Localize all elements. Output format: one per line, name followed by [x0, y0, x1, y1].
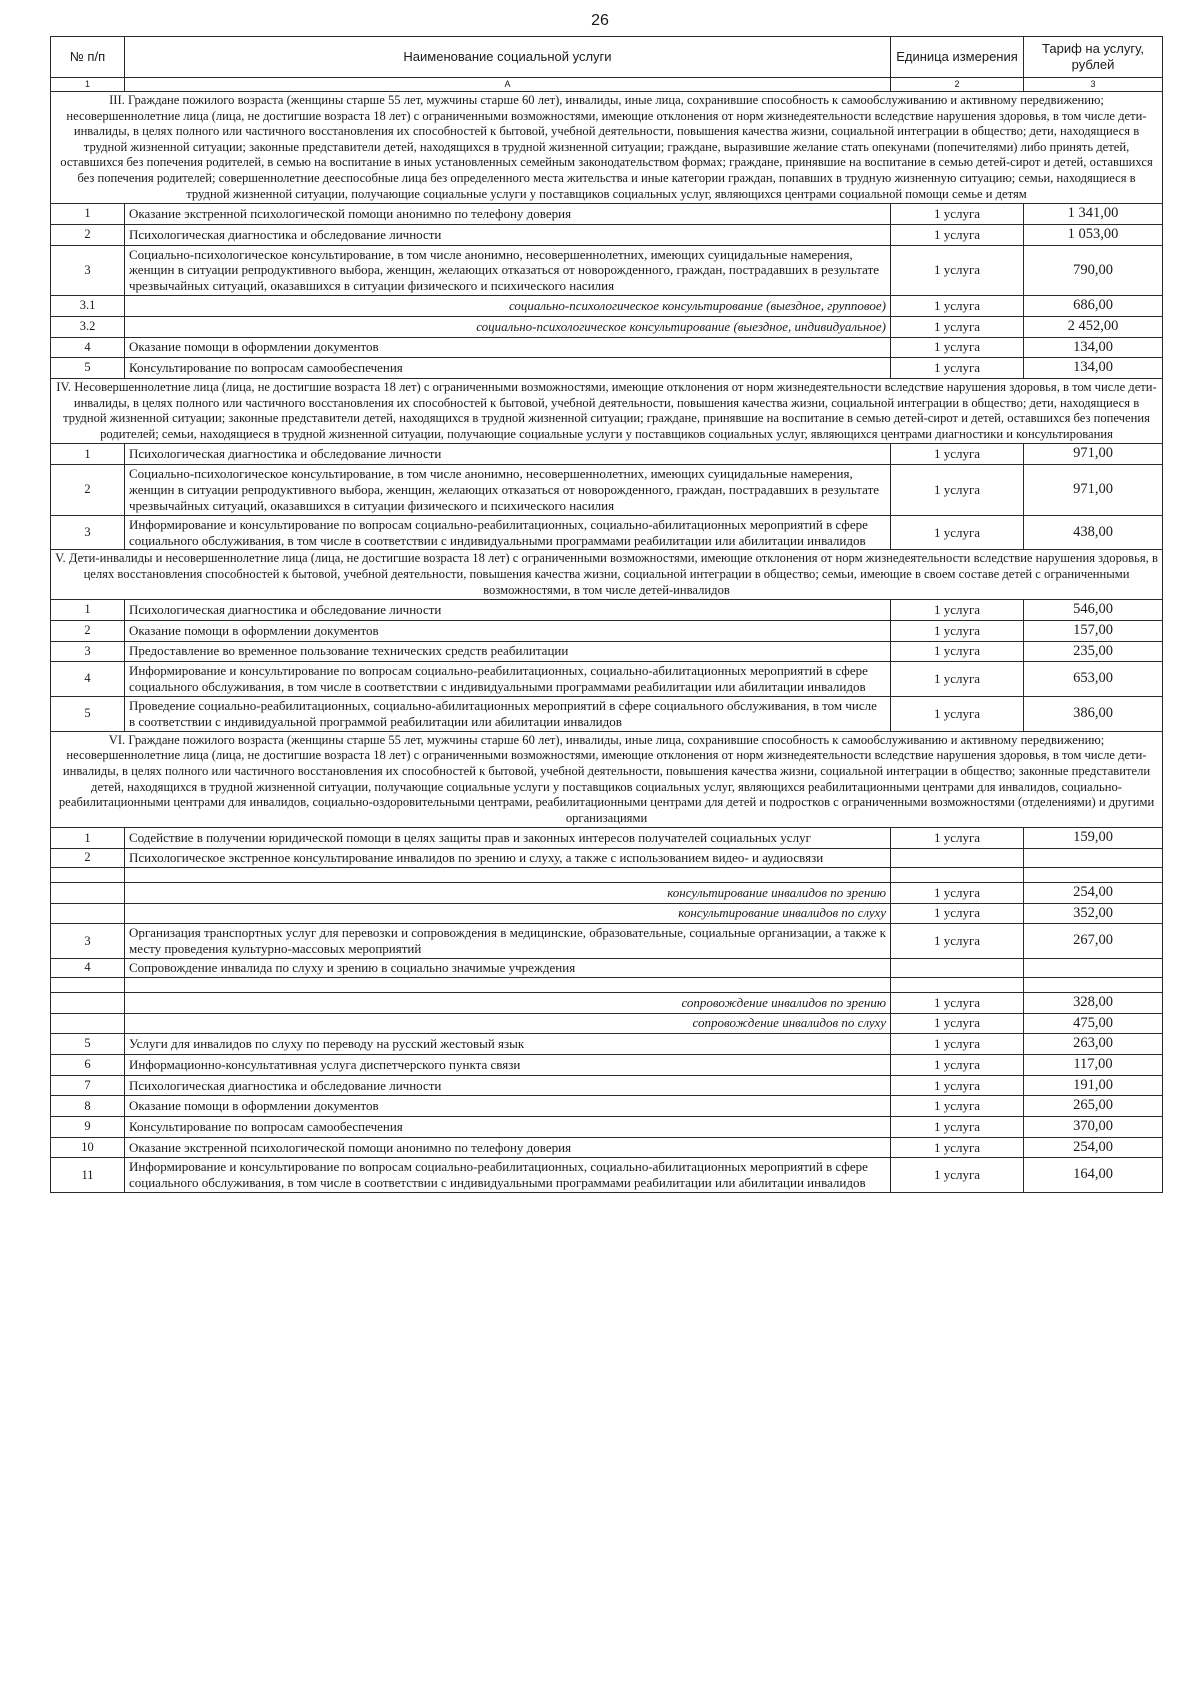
- service-row: [51, 1116, 1163, 1137]
- section-title: III. Граждане пожилого возраста (женщины старше 55 лет, мужчины старше 60 лет), инвалиды, иные лица, сохранившие способность к самообслуживанию и активному передвижению; несовершеннолетние лица (лица, не достигшие возраста 18 лет) с ограниченными возможностями, имеющие отклонения от норм жизнедеятельности вследствие нарушения здоровья, в том числе дети-инвалиды, в целях полного или частичного восстановления их способностей к бытовой, учебной деятельности, повышения качества жизни, социальной интеграции в общество; дети, находящиеся в трудной жизненной ситуации; законные представители детей, находящихся в трудной жизненной ситуации; граждане, выразившие желание стать опекунами (попечителями) либо принять детей, оставшихся без попечения родителей, в семью на воспитание в иных установленных семейным законодательством формах; граждане, принявшие на воспитание в семью детей-сирот и детей, оставшихся без попечения родителей; совершеннолетние дееспособные лица без определенного места жительства и иные категории граждан, попавших в трудную жизненную ситуацию; семьи, находящиеся в трудной жизненной ситуации, получающие социальные услуги у поставщиков социальных услуг, являющихся центрами социальной помощи семье и детям: [51, 91, 1163, 203]
- row-number: 4: [51, 337, 125, 358]
- row-number: 3: [51, 245, 125, 296]
- row-number: 1: [51, 828, 125, 849]
- tariff-value: 164,00: [1024, 1158, 1163, 1193]
- unit-of-measure: 1 услуга: [891, 1013, 1024, 1034]
- tariff-value: 265,00: [1024, 1096, 1163, 1117]
- service-name: Оказание помощи в оформлении документов: [125, 620, 891, 641]
- unit-of-measure: 1 услуга: [891, 358, 1024, 379]
- row-number: 10: [51, 1137, 125, 1158]
- row-number: 2: [51, 465, 125, 516]
- service-name: консультирование инвалидов по слуху: [125, 903, 891, 924]
- spacer-row: [51, 867, 1163, 882]
- row-number: [51, 992, 125, 1013]
- row-number: 9: [51, 1116, 125, 1137]
- tariff-value: 267,00: [1024, 924, 1163, 959]
- row-number: 1: [51, 204, 125, 225]
- header-tariff: Тариф на услугу, рублей: [1024, 37, 1163, 78]
- page-number: 26: [591, 12, 609, 29]
- unit-of-measure: 1 услуга: [891, 903, 1024, 924]
- service-name: Информационно-консультативная услуга диспетчерского пункта связи: [125, 1054, 891, 1075]
- section-header-row: [51, 378, 1163, 443]
- service-row: [51, 224, 1163, 245]
- service-name: Содействие в получении юридической помощи в целях защиты прав и законных интересов получателей социальных услуг: [125, 828, 891, 849]
- service-name: Информирование и консультирование по вопросам социально-реабилитационных, социально-абилитационных мероприятий в сфере социального обслуживания, в том числе в соответствии с индивидуальными программами реабилитации или абилитации инвалидов: [125, 515, 891, 550]
- service-row: [51, 337, 1163, 358]
- sub-service-row: [51, 1013, 1163, 1034]
- unit-of-measure: 1 услуга: [891, 662, 1024, 697]
- header-index-row: [51, 78, 1163, 92]
- service-name: Психологическая диагностика и обследование личности: [125, 600, 891, 621]
- tariff-table: [50, 36, 1163, 1193]
- service-name: Проведение социально-реабилитационных, социально-абилитационных мероприятий в сфере социального обслуживания, в том числе в соответствии с индивидуальной программой реабилитации или абилитации инвалидов: [125, 696, 891, 731]
- tariff-value: 254,00: [1024, 882, 1163, 903]
- service-name: сопровождение инвалидов по зрению: [125, 992, 891, 1013]
- unit-of-measure: 1 услуга: [891, 465, 1024, 516]
- service-row: [51, 641, 1163, 662]
- tariff-value: 117,00: [1024, 1054, 1163, 1075]
- section-title: V. Дети-инвалиды и несовершеннолетние лица (лица, не достигшие возраста 18 лет) с ограниченными возможностями, имеющие отклонения от норм жизнедеятельности вследствие нарушения здоровья, в целях восстановления способностей к бытовой, учебной деятельности, повышения качества жизни, социальной интеграции в общество; семьи, имеющие в своем составе детей с ограниченными возможностями, в том числе детей-инвалидов: [51, 550, 1163, 600]
- header-name: Наименование социальной услуги: [125, 37, 891, 78]
- service-row: [51, 696, 1163, 731]
- unit-of-measure: 1 услуга: [891, 620, 1024, 641]
- service-row: [51, 245, 1163, 296]
- service-name: социально-психологическое консультирование (выездное, индивидуальное): [125, 316, 891, 337]
- unit-of-measure: 1 услуга: [891, 1034, 1024, 1055]
- tariff-value: 235,00: [1024, 641, 1163, 662]
- service-name: Оказание экстренной психологической помощи анонимно по телефону доверия: [125, 1137, 891, 1158]
- service-name: Предоставление во временное пользование технических средств реабилитации: [125, 641, 891, 662]
- unit-of-measure: 1 услуга: [891, 882, 1024, 903]
- service-row: [51, 1137, 1163, 1158]
- section-header-row: [51, 550, 1163, 600]
- service-name: консультирование инвалидов по зрению: [125, 882, 891, 903]
- unit-of-measure: 1 услуга: [891, 296, 1024, 317]
- row-number: 6: [51, 1054, 125, 1075]
- tariff-value: 971,00: [1024, 444, 1163, 465]
- row-number: [51, 867, 125, 882]
- tariff-value: 352,00: [1024, 903, 1163, 924]
- tariff-value: 2 452,00: [1024, 316, 1163, 337]
- header-row: [51, 37, 1163, 78]
- unit-of-measure: [891, 977, 1024, 992]
- service-name: Психологическая диагностика и обследование личности: [125, 444, 891, 465]
- service-row: [51, 465, 1163, 516]
- sub-service-row: [51, 903, 1163, 924]
- row-number: 3.2: [51, 316, 125, 337]
- tariff-value: 971,00: [1024, 465, 1163, 516]
- service-row: [51, 958, 1163, 977]
- service-row: [51, 620, 1163, 641]
- section-title: VI. Граждане пожилого возраста (женщины старше 55 лет, мужчины старше 60 лет), инвалиды, иные лица, сохранившие способность к самообслуживанию и активному передвижению; несовершеннолетние лица (лица, не достигшие возраста 18 лет) с ограниченными возможностями, имеющие отклонения от норм жизнедеятельности вследствие нарушения здоровья, в том числе дети-инвалиды, в целях полного или частичного восстановления их способностей к бытовой, учебной деятельности, повышения качества жизни, социальной интеграции в общество; законные представители детей, находящихся в трудной жизненной ситуации, получающие социальные услуги у поставщиков социальных услуг, являющихся реабилитационными центрами для инвалидов, социально-реабилитационными центрами для инвалидов, социально-оздоровительными центрами, реабилитационными центрами для детей и подростков с ограниченными возможностями (отделениями) и другими организациями: [51, 731, 1163, 828]
- unit-of-measure: 1 услуга: [891, 515, 1024, 550]
- service-row: [51, 600, 1163, 621]
- row-number: 4: [51, 662, 125, 697]
- tariff-value: [1024, 867, 1163, 882]
- service-row: [51, 1075, 1163, 1096]
- tariff-value: 546,00: [1024, 600, 1163, 621]
- spacer-row: [51, 977, 1163, 992]
- sub-service-row: [51, 316, 1163, 337]
- section-title: IV. Несовершеннолетние лица (лица, не достигшие возраста 18 лет) с ограниченными возможностями, имеющие отклонения от норм жизнедеятельности вследствие нарушения здоровья, в том числе дети-инвалиды, в целях полного или частичного восстановления их способностей к бытовой, учебной деятельности, повышения качества жизни, социальной интеграции в общество; дети, находящиеся в трудной жизненной ситуации; законные представители детей, находящихся в трудной жизненной ситуации; граждане, принявшие на воспитание в семью детей-сирот и детей, оставшихся без попечения родителей; семьи, находящиеся в трудной жизненной ситуации, получающие социальные услуги у поставщиков социальных услуг, являющихся центрами диагностики и консультирования: [51, 378, 1163, 443]
- tariff-value: 370,00: [1024, 1116, 1163, 1137]
- unit-of-measure: 1 услуга: [891, 1137, 1024, 1158]
- unit-of-measure: 1 услуга: [891, 1158, 1024, 1193]
- section-header-row: [51, 91, 1163, 203]
- tariff-value: 790,00: [1024, 245, 1163, 296]
- unit-of-measure: 1 услуга: [891, 828, 1024, 849]
- service-row: [51, 204, 1163, 225]
- sub-service-row: [51, 992, 1163, 1013]
- section-header-row: [51, 731, 1163, 828]
- tariff-value: 686,00: [1024, 296, 1163, 317]
- unit-of-measure: [891, 849, 1024, 868]
- row-number: 5: [51, 358, 125, 379]
- sub-service-row: [51, 882, 1163, 903]
- row-number: [51, 903, 125, 924]
- row-number: 7: [51, 1075, 125, 1096]
- unit-of-measure: 1 услуга: [891, 316, 1024, 337]
- service-name: Консультирование по вопросам самообеспечения: [125, 1116, 891, 1137]
- tariff-value: 475,00: [1024, 1013, 1163, 1034]
- sub-service-row: [51, 296, 1163, 317]
- tariff-value: [1024, 849, 1163, 868]
- unit-of-measure: 1 услуга: [891, 696, 1024, 731]
- service-name: [125, 977, 891, 992]
- service-name: [125, 867, 891, 882]
- header-index-unit: 2: [891, 78, 1024, 92]
- row-number: 11: [51, 1158, 125, 1193]
- unit-of-measure: 1 услуга: [891, 641, 1024, 662]
- tariff-value: 1 053,00: [1024, 224, 1163, 245]
- service-name: социально-психологическое консультирование (выездное, групповое): [125, 296, 891, 317]
- row-number: 1: [51, 444, 125, 465]
- tariff-value: 328,00: [1024, 992, 1163, 1013]
- tariff-value: 1 341,00: [1024, 204, 1163, 225]
- tariff-value: 159,00: [1024, 828, 1163, 849]
- row-number: 2: [51, 224, 125, 245]
- service-name: Услуги для инвалидов по слуху по переводу на русский жестовый язык: [125, 1034, 891, 1055]
- unit-of-measure: [891, 958, 1024, 977]
- tariff-value: 653,00: [1024, 662, 1163, 697]
- tariff-value: 134,00: [1024, 358, 1163, 379]
- unit-of-measure: 1 услуга: [891, 1116, 1024, 1137]
- service-name: Оказание экстренной психологической помощи анонимно по телефону доверия: [125, 204, 891, 225]
- tariff-value: 191,00: [1024, 1075, 1163, 1096]
- service-name: Консультирование по вопросам самообеспечения: [125, 358, 891, 379]
- unit-of-measure: 1 услуга: [891, 924, 1024, 959]
- unit-of-measure: 1 услуга: [891, 337, 1024, 358]
- service-name: Организация транспортных услуг для перевозки и сопровождения в медицинские, образовательные, социальные организации, а также к месту проведения культурно-массовых мероприятий: [125, 924, 891, 959]
- row-number: 2: [51, 849, 125, 868]
- service-row: [51, 1096, 1163, 1117]
- service-name: Оказание помощи в оформлении документов: [125, 1096, 891, 1117]
- unit-of-measure: 1 услуга: [891, 444, 1024, 465]
- service-row: [51, 1034, 1163, 1055]
- service-name: Психологическое экстренное консультирование инвалидов по зрению и слуху, а также с использованием видео- и аудиосвязи: [125, 849, 891, 868]
- tariff-value: 386,00: [1024, 696, 1163, 731]
- service-name: Психологическая диагностика и обследование личности: [125, 1075, 891, 1096]
- service-row: [51, 1054, 1163, 1075]
- service-row: [51, 849, 1163, 868]
- service-row: [51, 1158, 1163, 1193]
- unit-of-measure: 1 услуга: [891, 600, 1024, 621]
- service-name: Психологическая диагностика и обследование личности: [125, 224, 891, 245]
- service-name: Социально-психологическое консультирование, в том числе анонимно, несовершеннолетних, имеющих суицидальные намерения, женщин в ситуации репродуктивного выбора, женщин, желающих отказаться от новорожденного, граждан, пострадавших в результате чрезвычайных ситуаций, оказавшихся в ситуации физического и психического насилия: [125, 245, 891, 296]
- service-row: [51, 358, 1163, 379]
- tariff-value: 438,00: [1024, 515, 1163, 550]
- unit-of-measure: 1 услуга: [891, 1054, 1024, 1075]
- row-number: 3: [51, 515, 125, 550]
- header-index-tariff: 3: [1024, 78, 1163, 92]
- row-number: 3: [51, 641, 125, 662]
- service-name: Оказание помощи в оформлении документов: [125, 337, 891, 358]
- service-name: Информирование и консультирование по вопросам социально-реабилитационных, социально-абилитационных мероприятий в сфере социального обслуживания, в том числе в соответствии с индивидуальными программами реабилитации или абилитации инвалидов: [125, 662, 891, 697]
- service-name: Сопровождение инвалида по слуху и зрению в социально значимые учреждения: [125, 958, 891, 977]
- tariff-value: 134,00: [1024, 337, 1163, 358]
- row-number: 5: [51, 1034, 125, 1055]
- row-number: 1: [51, 600, 125, 621]
- unit-of-measure: [891, 867, 1024, 882]
- tariff-table-body: [51, 37, 1163, 1193]
- row-number: 5: [51, 696, 125, 731]
- header-index-name: А: [125, 78, 891, 92]
- row-number: [51, 977, 125, 992]
- service-row: [51, 444, 1163, 465]
- tariff-value: 263,00: [1024, 1034, 1163, 1055]
- unit-of-measure: 1 услуга: [891, 204, 1024, 225]
- unit-of-measure: 1 услуга: [891, 1075, 1024, 1096]
- row-number: 3.1: [51, 296, 125, 317]
- tariff-value: 254,00: [1024, 1137, 1163, 1158]
- unit-of-measure: 1 услуга: [891, 992, 1024, 1013]
- tariff-value: 157,00: [1024, 620, 1163, 641]
- tariff-value: [1024, 977, 1163, 992]
- tariff-value: [1024, 958, 1163, 977]
- unit-of-measure: 1 услуга: [891, 245, 1024, 296]
- row-number: [51, 1013, 125, 1034]
- row-number: [51, 882, 125, 903]
- service-row: [51, 515, 1163, 550]
- service-name: Социально-психологическое консультирование, в том числе анонимно, несовершеннолетних, имеющих суицидальные намерения, женщин в ситуации репродуктивного выбора, женщин, желающих отказаться от новорожденного, граждан, пострадавших в результате чрезвычайных ситуаций, оказавшихся в ситуации физического и психического насилия: [125, 465, 891, 516]
- row-number: 2: [51, 620, 125, 641]
- header-num: № п/п: [51, 37, 125, 78]
- header-unit: Единица измерения: [891, 37, 1024, 78]
- row-number: 8: [51, 1096, 125, 1117]
- header-index-num: 1: [51, 78, 125, 92]
- unit-of-measure: 1 услуга: [891, 1096, 1024, 1117]
- row-number: 3: [51, 924, 125, 959]
- service-name: Информирование и консультирование по вопросам социально-реабилитационных, социально-абилитационных мероприятий в сфере социального обслуживания, в том числе в соответствии с индивидуальными программами реабилитации или абилитации инвалидов: [125, 1158, 891, 1193]
- service-row: [51, 828, 1163, 849]
- service-row: [51, 924, 1163, 959]
- unit-of-measure: 1 услуга: [891, 224, 1024, 245]
- row-number: 4: [51, 958, 125, 977]
- service-row: [51, 662, 1163, 697]
- service-name: сопровождение инвалидов по слуху: [125, 1013, 891, 1034]
